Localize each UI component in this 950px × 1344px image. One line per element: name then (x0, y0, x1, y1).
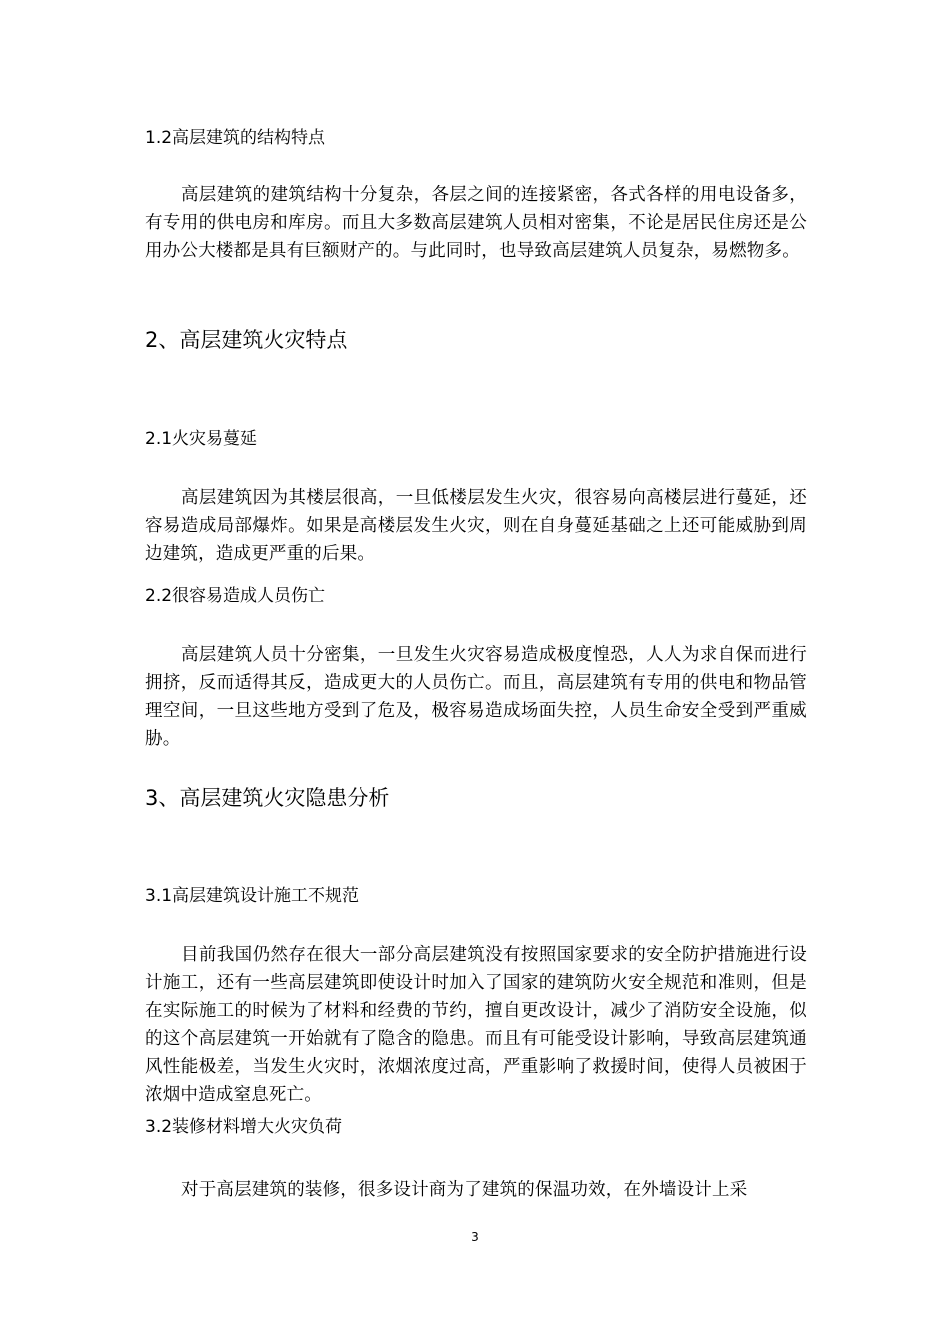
paragraph-1-2: 高层建筑的建筑结构十分复杂，各层之间的连接紧密，各式各样的用电设备多，有专用的供电房和库房。而且大多数高层建筑人员相对密集，不论是居民住房还是公用办公大楼都是具有巨额财产的。与此同时，也导致高层建筑人员复杂，易燃物多。 (145, 185, 807, 261)
heading-3-2: 3.2装修材料增大火灾负荷 (145, 1117, 343, 1137)
heading-2-1: 2.1火灾易蔓延 (145, 429, 258, 449)
heading-1-2: 1.2高层建筑的结构特点 (145, 128, 326, 148)
paragraph-3-2: 对于高层建筑的装修，很多设计商为了建筑的保温功效，在外墙设计上采 (181, 1180, 748, 1200)
paragraph-2-2: 高层建筑人员十分密集，一旦发生火灾容易造成极度惶恐，人人为求自保而进行拥挤，反而适得其反，造成更大的人员伤亡。而且，高层建筑有专用的供电和物品管理空间，一旦这些地方受到了危及，极容易造成场面失控，人员生命安全受到严重威胁。 (145, 645, 807, 749)
heading-3: 3、高层建筑火灾隐患分析 (145, 786, 390, 810)
page-number: 3 (471, 1230, 479, 1244)
paragraph-3-1: 目前我国仍然存在很大一部分高层建筑没有按照国家要求的安全防护措施进行设计施工，还有一些高层建筑即使设计时加入了国家的建筑防火安全规范和准则，但是在实际施工的时候为了材料和经费的节约，擅自更改设计，减少了消防安全设施，似的这个高层建筑一开始就有了隐含的隐患。而且有可能受设计影响，导致高层建筑通风性能极差，当发生火灾时，浓烟浓度过高，严重影响了救援时间，使得人员被困于浓烟中造成窒息死亡。 (145, 945, 807, 1105)
heading-2-2: 2.2很容易造成人员伤亡 (145, 586, 326, 606)
paragraph-2-1: 高层建筑因为其楼层很高，一旦低楼层发生火灾，很容易向高楼层进行蔓延，还容易造成局部爆炸。如果是高楼层发生火灾，则在自身蔓延基础之上还可能威胁到周边建筑，造成更严重的后果。 (145, 488, 807, 564)
heading-3-1: 3.1高层建筑设计施工不规范 (145, 886, 360, 906)
heading-2: 2、高层建筑火灾特点 (145, 328, 348, 352)
